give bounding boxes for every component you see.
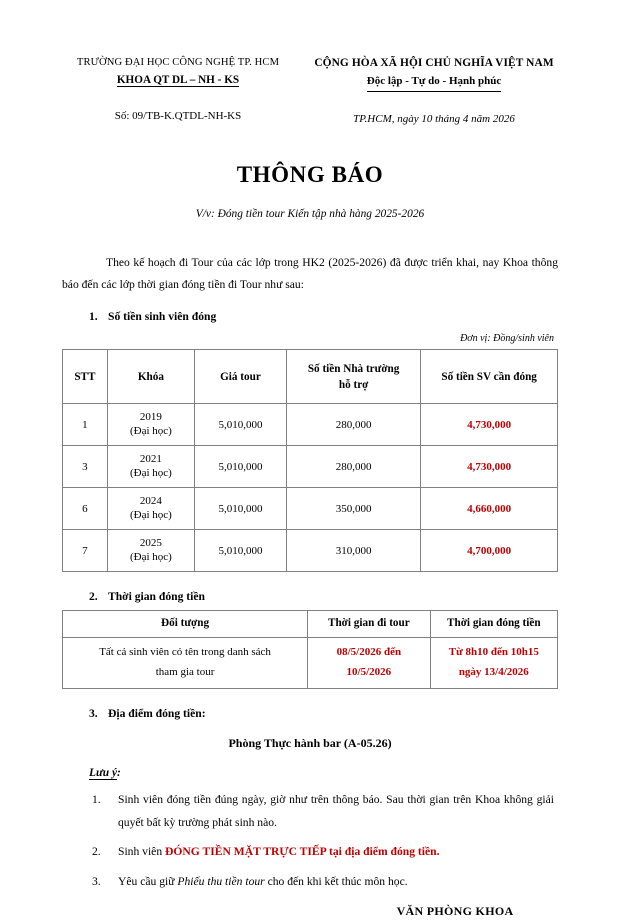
cell-gia-tour: 5,010,000 <box>195 404 287 446</box>
notes-label-text: Lưu ý <box>89 767 118 780</box>
cell-stt: 6 <box>63 488 108 530</box>
fee-col-sv-can-dong: Số tiền SV cần đóng <box>421 350 558 404</box>
note-text: Sinh viên đóng tiền đúng ngày, giờ như trên thông báo. Sau thời gian trên Khoa không giải quyết bất kỳ trường phát sinh nào. <box>118 793 554 829</box>
cell-ho-tro: 280,000 <box>286 446 420 488</box>
cell-khoa <box>107 404 194 446</box>
schedule-col-doi-tuong: Đối tượng <box>63 610 308 637</box>
cell-gia-tour: 5,010,000 <box>195 446 287 488</box>
cell-thoi-gian-dong-tien-line1: Từ 8h10 đến 10h15 <box>448 646 539 659</box>
intro-paragraph: Theo kế hoạch đi Tour của các lớp trong HK2 (2025-2026) đã được triển khai, nay Khoa thông báo đến các lớp thời gian đóng tiền đi Tour như sau: <box>62 255 558 292</box>
cell-doi-tuong <box>63 637 308 688</box>
schedule-table <box>62 610 558 689</box>
payment-location: Phòng Thực hành bar (A-05.26) <box>228 736 392 751</box>
fee-col-ho-tro-line1: Số tiền Nhà trường <box>307 362 400 375</box>
cell-thoi-gian-di-tour-line2: 10/5/2026 <box>346 665 392 678</box>
header-left-block <box>62 55 294 124</box>
page-subtitle: V/v: Đóng tiền tour Kiến tập nhà hàng 2025-2026 <box>195 207 425 220</box>
cell-khoa <box>107 446 194 488</box>
cell-gia-tour: 5,010,000 <box>195 530 287 572</box>
cell-khoa <box>107 488 194 530</box>
list-item <box>62 789 558 834</box>
cell-ho-tro: 350,000 <box>286 488 420 530</box>
list-item <box>62 841 558 864</box>
cell-ho-tro: 280,000 <box>286 404 420 446</box>
note-prefix: Yêu cầu giữ <box>118 874 178 888</box>
section-3-heading <box>62 705 558 722</box>
note-number: 3. <box>92 874 101 888</box>
title-block <box>62 158 558 223</box>
fee-col-khoa: Khóa <box>107 350 194 404</box>
fee-col-gia-tour: Giá tour <box>195 350 287 404</box>
section-2-number: 2. <box>89 590 98 604</box>
note-emphasis: ĐÓNG TIỀN MẶT TRỰC TIẾP <box>165 845 327 859</box>
section-1-number: 1. <box>89 309 98 323</box>
cell-sv-can-dong: 4,700,000 <box>421 530 558 572</box>
fee-col-ho-tro-line2: hỗ trợ <box>338 378 369 391</box>
document-header <box>62 55 558 127</box>
cell-gia-tour: 5,010,000 <box>195 488 287 530</box>
cell-thoi-gian-dong-tien-line2: ngày 13/4/2026 <box>458 665 529 678</box>
section-3-label: Địa điểm đóng tiền: <box>108 706 206 720</box>
document-date: TP.HCM, ngày 10 tháng 4 năm 2026 <box>353 112 515 125</box>
cell-sv-can-dong: 4,730,000 <box>421 404 558 446</box>
table-row <box>63 488 558 530</box>
notes-label-colon: : <box>117 767 121 780</box>
note-prefix: Sinh viên <box>118 845 166 859</box>
cell-thoi-gian-dong-tien <box>430 637 557 688</box>
note-number: 1. <box>92 793 101 807</box>
cell-ho-tro: 310,000 <box>286 530 420 572</box>
note-number: 2. <box>92 845 101 859</box>
cell-khoa-level: (Đại học) <box>129 424 172 437</box>
nation-motto: Độc lập - Tự do - Hạnh phúc <box>367 73 501 92</box>
organization-name: TRƯỜNG ĐẠI HỌC CÔNG NGHỆ TP. HCM <box>76 57 280 68</box>
note-italic: Phiếu thu tiền tour <box>177 874 265 888</box>
cell-khoa <box>107 530 194 572</box>
fee-col-stt: STT <box>63 350 108 404</box>
table-row <box>63 446 558 488</box>
nation-title: CỘNG HÒA XÃ HỘI CHỦ NGHĨA VIỆT NAM <box>314 57 554 69</box>
note-suffix: cho đến khi kết thúc môn học. <box>264 874 408 888</box>
cell-thoi-gian-di-tour-line1: 08/5/2026 đến <box>336 646 402 659</box>
cell-khoa-year: 2024 <box>139 495 162 508</box>
cell-khoa-year: 2019 <box>139 411 162 424</box>
cell-stt: 7 <box>63 530 108 572</box>
section-1-heading <box>62 308 558 325</box>
header-right-block <box>310 55 558 127</box>
section-1-label: Số tiền sinh viên đóng <box>108 309 217 323</box>
fee-col-ho-tro <box>286 350 420 404</box>
section-2-heading <box>62 588 558 605</box>
faculty-name <box>117 72 239 89</box>
signature-block: VĂN PHÒNG KHOA <box>396 903 514 918</box>
notes-list <box>62 789 558 893</box>
cell-stt: 1 <box>63 404 108 446</box>
section-3-number: 3. <box>89 706 98 720</box>
cell-khoa-level: (Đại học) <box>129 466 172 479</box>
document-number: Số: 09/TB-K.QTDL-NH-KS <box>114 109 242 122</box>
cell-stt: 3 <box>63 446 108 488</box>
cell-khoa-year: 2021 <box>139 453 162 466</box>
cell-doi-tuong-line2: tham gia tour <box>155 665 215 678</box>
table-row <box>63 530 558 572</box>
schedule-col-thoi-gian-di-tour: Thời gian đi tour <box>308 610 431 637</box>
cell-khoa-level: (Đại học) <box>129 550 172 563</box>
fee-table-header-row <box>63 350 558 404</box>
page-title: THÔNG BÁO <box>236 162 384 188</box>
cell-doi-tuong-line1: Tất cả sinh viên có tên trong danh sách <box>99 646 271 659</box>
schedule-table-header-row <box>63 610 558 637</box>
notes-label <box>62 765 558 782</box>
unit-note: Đơn vị: Đồng/sinh viên <box>460 333 554 345</box>
cell-sv-can-dong: 4,730,000 <box>421 446 558 488</box>
list-item <box>62 871 558 894</box>
note-suffix: tại địa điểm đóng tiền. <box>326 845 440 859</box>
cell-sv-can-dong: 4,660,000 <box>421 488 558 530</box>
faculty-name-text: KHOA QT DL – NH - KS <box>116 73 240 86</box>
table-row <box>63 404 558 446</box>
cell-khoa-level: (Đại học) <box>129 508 172 521</box>
cell-khoa-year: 2025 <box>139 537 162 550</box>
fee-table <box>62 349 558 572</box>
schedule-col-thoi-gian-dong-tien: Thời gian đóng tiền <box>430 610 557 637</box>
table-row <box>63 637 558 688</box>
section-2-label: Thời gian đóng tiền <box>108 590 205 604</box>
cell-thoi-gian-di-tour <box>308 637 431 688</box>
